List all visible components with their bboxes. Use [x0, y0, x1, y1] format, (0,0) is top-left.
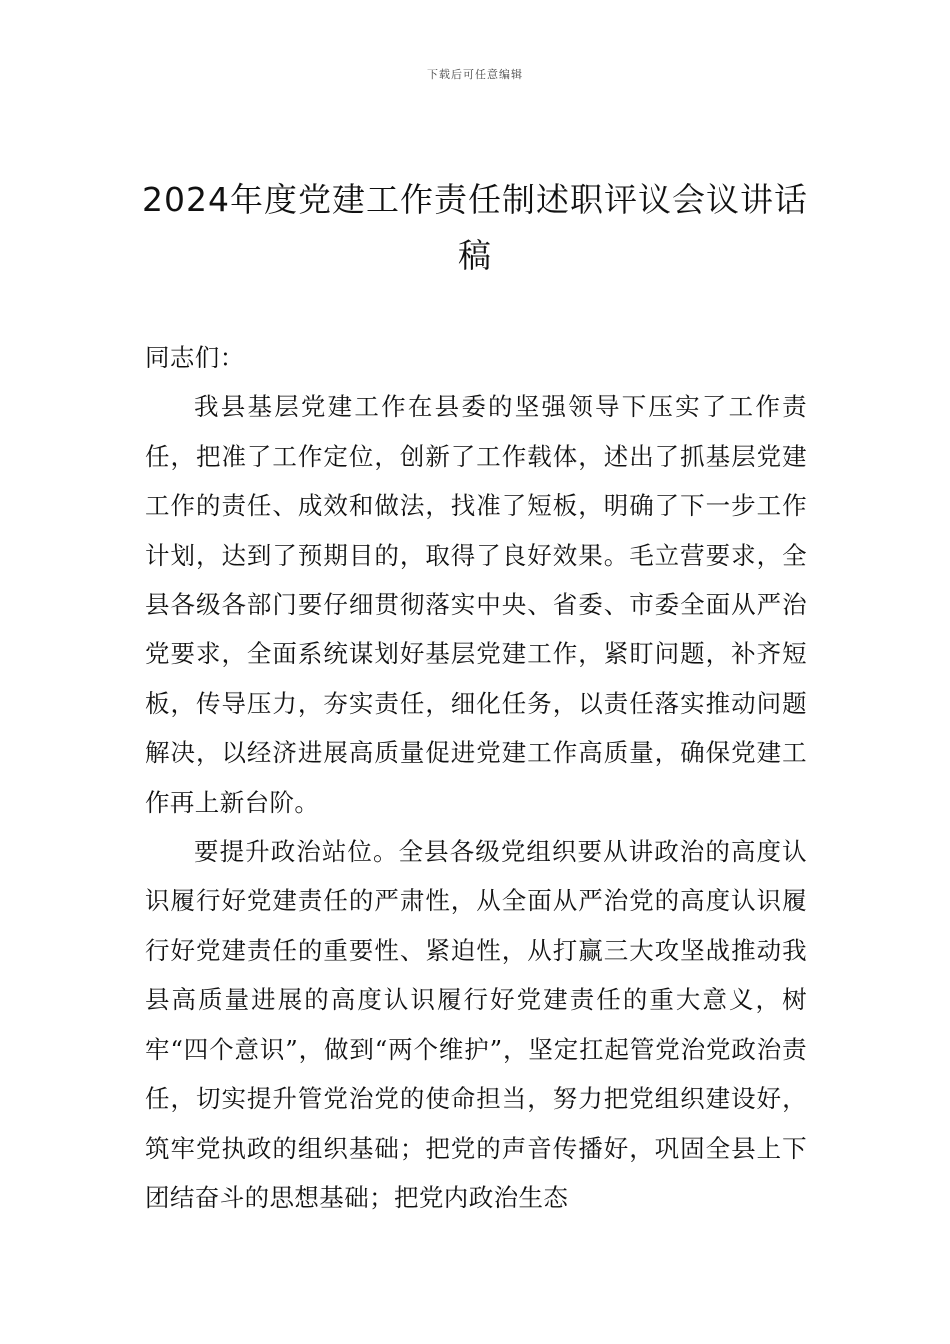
paragraph-1: 我县基层党建工作在县委的坚强领导下压实了工作责任，把准了工作定位，创新了工作载体，述出了抓基层党建工作的责任、成效和做法，找准了短板，明确了下一步工作计划，达到了预期目的，取得了良好效果。毛立营要求，全县各级各部门要仔细贯彻落实中央、省委、市委全面从严治党要求，全面系统谋划好基层党建工作，紧盯问题，补齐短板，传导压力，夯实责任，细化任务，以责任落实推动问题解决，以经济进展高质量促进党建工作高质量，确保党建工作再上新台阶。: [145, 392, 807, 817]
page-header-note: 下载后可任意编辑: [427, 68, 523, 81]
paragraph-2: 要提升政治站位。全县各级党组织要从讲政治的高度认识履行好党建责任的严肃性，从全面从严治党的高度认识履行好党建责任的重要性、紧迫性，从打赢三大攻坚战推动我县高质量进展的高度认识履行好党建责任的重大意义，树牢“四个意识”，做到“两个维护”，坚定扛起管党治党政治责任，切实提升管党治党的使命担当，努力把党组织建设好，筑牢党执政的组织基础；把党的声音传播好，巩固全县上下团结奋斗的思想基础；把党内政治生态: [145, 837, 807, 1212]
salutation: 同志们：: [145, 343, 245, 372]
document-body: [145, 333, 807, 1222]
document-title: 2024年度党建工作责任制述职评议会议讲话稿: [142, 180, 808, 275]
